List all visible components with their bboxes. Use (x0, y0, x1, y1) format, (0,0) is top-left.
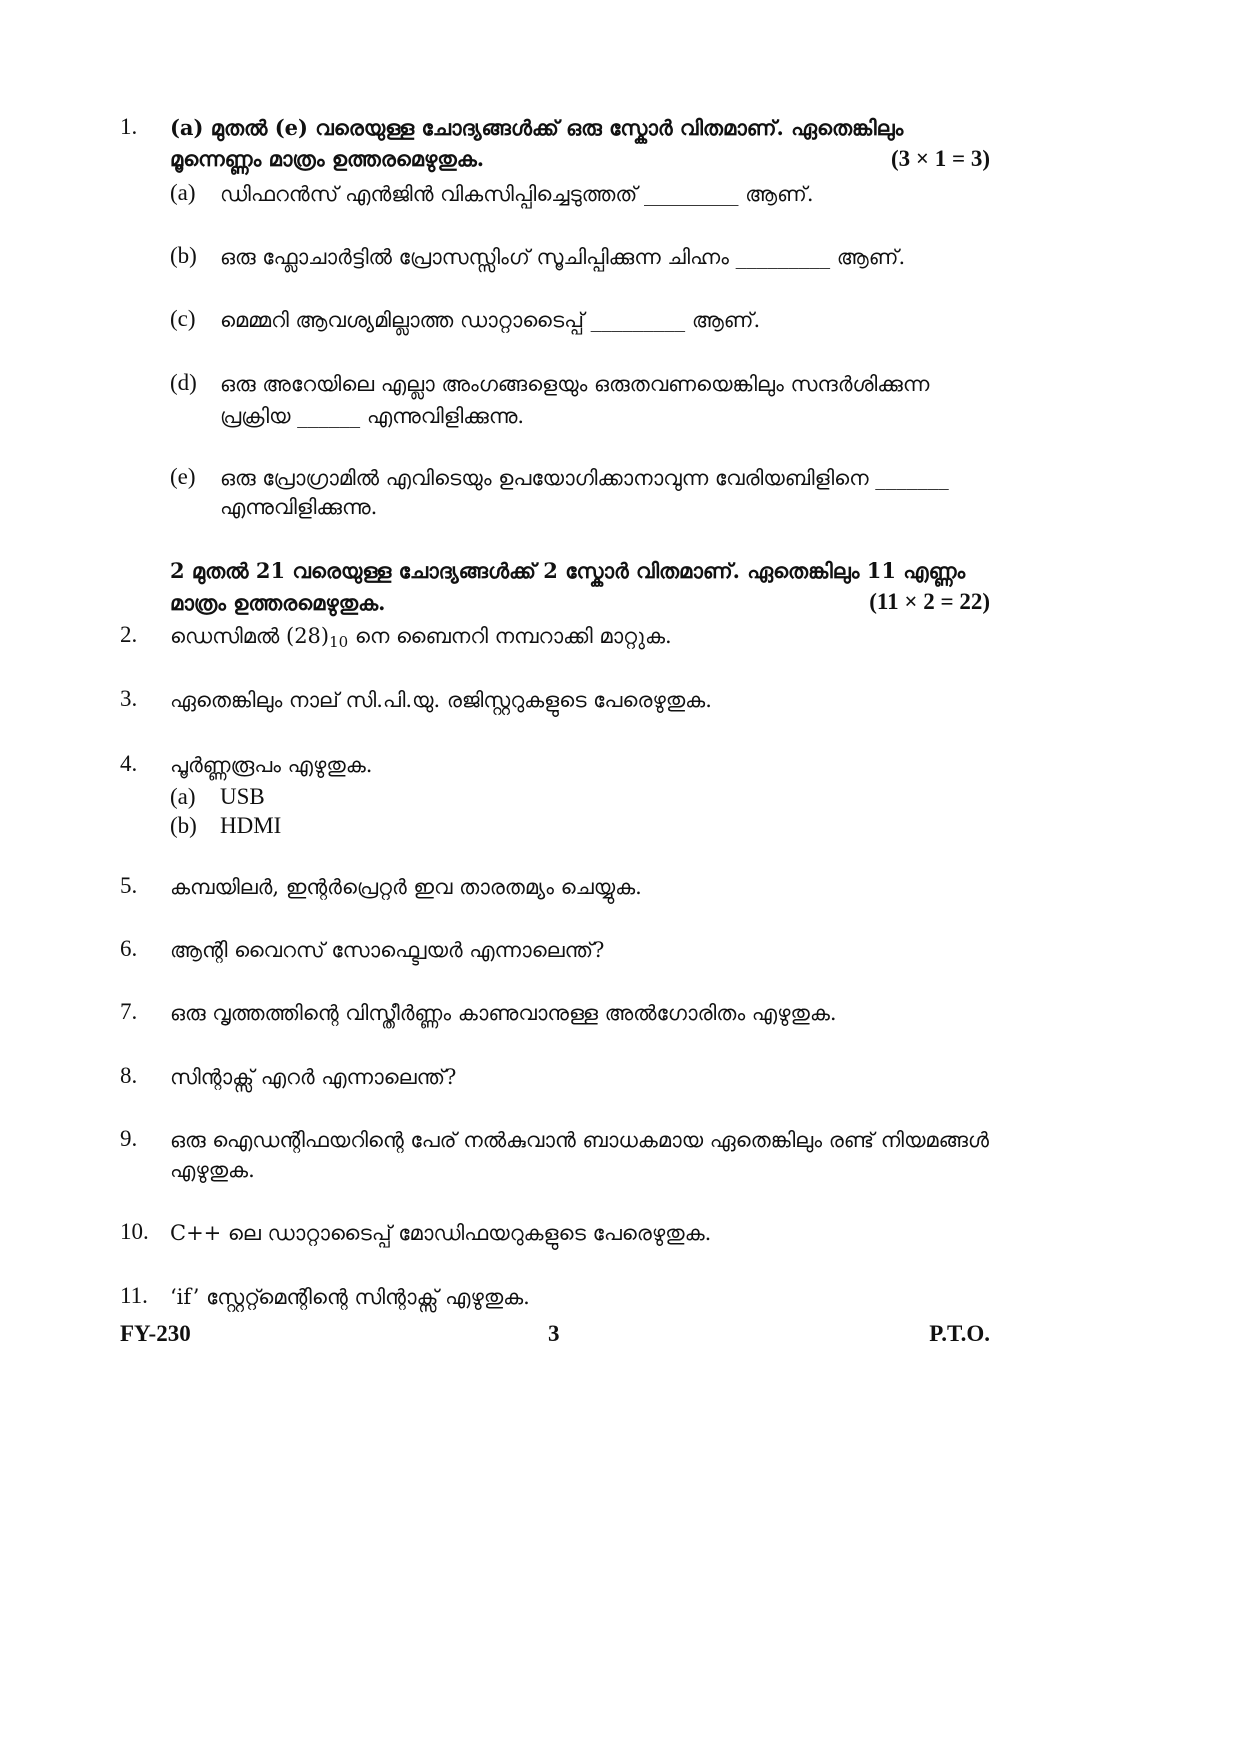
question-10-text: C++ ലെ ഡാറ്റാടൈപ്പ് മോഡിഫയറുകളുടെ പേരെഴുതുക. (170, 1221, 712, 1245)
question-11-text: ‘if’ സ്റ്റേറ്റ്മെന്റിന്റെ സിന്റാക്സ് എഴുതുക. (170, 1285, 530, 1309)
pto-label: P.T.O. (929, 1321, 990, 1346)
question-4-text: പൂർണ്ണരൂപം എഴുതുക. (170, 753, 373, 777)
question-number: 6. (120, 936, 138, 961)
option-label: (a) (170, 784, 196, 809)
subscript: 10 (329, 633, 349, 651)
paper-code: FY-230 (120, 1321, 191, 1346)
question-9-text: ഒരു ഐഡന്റിഫയറിന്റെ പേര് നൽകുവാൻ ബാധകമായ ഏതെങ്കിലും രണ്ട് നിയമങ്ങൾ (170, 1128, 989, 1152)
question-6-text: ആന്റി വൈറസ് സോഫ്ട്വെയർ എന്നാലെന്ത്? (170, 938, 605, 962)
question-number: 5. (120, 873, 138, 898)
question-1e-text-line2: എന്നുവിളിക്കുന്നു. (220, 495, 378, 519)
option-hdmi: HDMI (220, 813, 282, 838)
option-label: (a) (170, 180, 196, 205)
question-number: 3. (120, 686, 138, 711)
question-number: 1. (120, 114, 138, 139)
question-number: 4. (120, 751, 138, 776)
question-9-text-line2: എഴുതുക. (170, 1158, 255, 1182)
question-number: 9. (120, 1126, 138, 1151)
option-label: (c) (170, 306, 196, 331)
question-number: 8. (120, 1063, 138, 1088)
option-label: (b) (170, 243, 197, 268)
question-1d-text: ഒരു അറേയിലെ എല്ലാ അംഗങ്ങളെയും ഒരുതവണയെങ്കിലും സന്ദർശിക്കുന്ന (220, 372, 930, 396)
question-1e-text: ഒരു പ്രോഗ്രാമിൽ എവിടെയും ഉപയോഗിക്കാനാവുന്ന വേരിയബിളിനെ _______ (220, 466, 949, 490)
section-a-marks: (3 × 1 = 3) (890, 146, 990, 171)
question-1d-text-line2: പ്രക്രിയ ______ എന്നുവിളിക്കുന്നു. (220, 404, 525, 428)
option-usb: USB (220, 784, 265, 809)
page-number: 3 (548, 1321, 560, 1346)
option-label: (b) (170, 813, 197, 838)
question-8-text: സിന്റാക്സ് എറർ എന്നാലെന്ത്? (170, 1065, 457, 1089)
question-1a-text: ഡിഫറൻസ് എൻജിൻ വികസിപ്പിച്ചെടുത്തത് _________ ആണ്. (220, 182, 814, 206)
question-number: 7. (120, 999, 138, 1024)
question-1b-text: ഒരു ഫ്ലോചാർട്ടിൽ പ്രോസസ്സിംഗ് സൂചിപ്പിക്കുന്ന ചിഹ്നം _________ ആണ്. (220, 245, 906, 269)
section-b-instruction: 2 മുതൽ 21 വരെയുള്ള ചോദ്യങ്ങൾക്ക് 2 സ്കോർ വിതമാണ്. ഏതെങ്കിലും 11 എണ്ണം (170, 558, 966, 583)
option-label: (d) (170, 370, 197, 395)
question-7-text: ഒരു വൃത്തത്തിന്റെ വിസ്തീർണ്ണം കാണുവാനുള്ള അൽഗോരിതം എഴുതുക. (170, 1001, 837, 1025)
question-1c-text: മെമ്മറി ആവശ്യമില്ലാത്ത ഡാറ്റാടൈപ്പ് _________ ആണ്. (220, 308, 761, 332)
question-number: 10. (120, 1219, 149, 1244)
section-b-marks: (11 × 2 = 22) (869, 589, 990, 614)
question-number: 11. (120, 1283, 148, 1308)
question-3-text: ഏതെങ്കിലും നാല് സി.പി.യു. രജിസ്റ്ററുകളുടെ പേരെഴുതുക. (170, 688, 712, 712)
question-5-text: കമ്പയിലർ, ഇന്റർപ്രെറ്റർ ഇവ താരതമ്യം ചെയ്യുക. (170, 875, 642, 899)
option-label: (e) (170, 464, 196, 489)
section-b-instruction-line2: മാത്രം ഉത്തരമെഴുതുക. (170, 590, 386, 615)
section-a-instruction-line2: മൂന്നെണ്ണം മാത്രം ഉത്തരമെഴുതുക. (170, 146, 485, 171)
section-a-instruction: (a) മുതൽ (e) വരെയുള്ള ചോദ്യങ്ങൾക്ക് ഒരു സ്കോർ വിതമാണ്. ഏതെങ്കിലും (170, 115, 904, 140)
question-number: 2. (120, 622, 138, 647)
question-2-text: ഡെസിമൽ $(28)_{10}$ നെ ബൈനറി നമ്പറാക്കി മാറ്റുക. (170, 624, 672, 651)
